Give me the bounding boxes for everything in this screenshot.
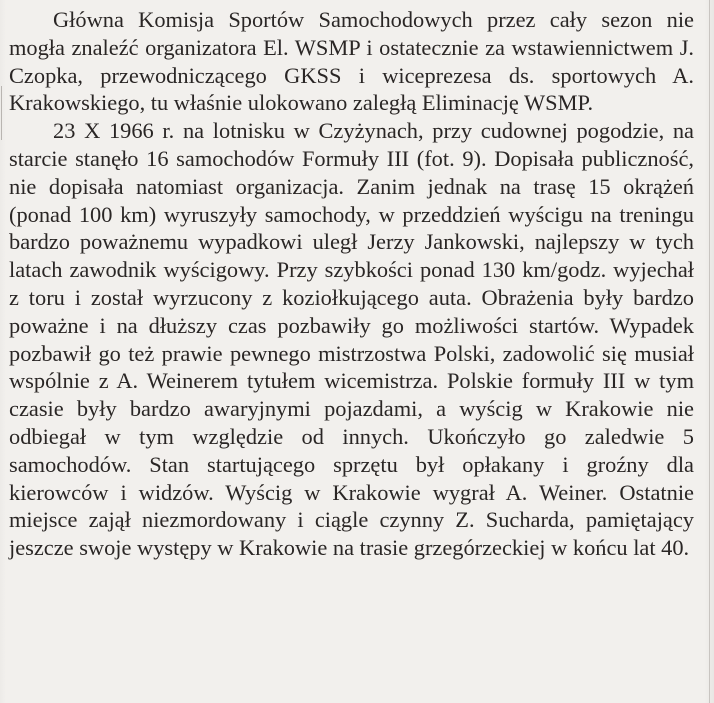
paragraph-race-report: 23 X 1966 r. na lotnisku w Czyżynach, przy cudownej pogodzie, na starcie stanęło 16 samochodów Formuły III (fot. 9). Dopisała publiczność, nie dopisała natomiast organizacja. Zanim jednak na trasę 15 okrążeń (ponad 100 km) wyruszyły samochody, w przeddzień wyścigu na treningu bardzo poważnemu wypadkowi uległ Jerzy Jankowski, najlepszy w tych latach zawodnik wyścigowy. Przy szybkości ponad 130 km/godz. wyjechał z toru i został wyrzucony z koziołkującego auta. Obrażenia były bardzo poważne i na dłuższy czas pozbawiły go możliwości startów. Wypadek pozbawił go też prawie pewnego mistrzostwa Polski, zadowolić się musiał wspólnie z A. Weinerem tytułem wicemistrza. Polskie formuły III w tym czasie były bardzo awaryjnymi pojazdami, a wyścig w Krakowie nie odbiegał w tym względzie od innych. Ukończyło go zaledwie 5 samochodów. Stan startującego sprzętu był opłakany i groźny dla kierowców i widzów. Wyścig w Krakowie wygrał A. Weiner. Ostatnie miejsce zajął niezmordowany i ciągle czynny Z. Sucharda, pamiętający jeszcze swoje występy w Krakowie na trasie grzegórzeckiej w końcu lat 40.	[9, 118, 694, 561]
text-column	[9, 6, 694, 562]
left-margin-rule	[1, 86, 2, 140]
right-margin-rule	[709, 0, 710, 703]
paragraph-intro: Główna Komisja Sportów Samochodowych przez cały sezon nie mogła znaleźć organizatora El. WSMP i ostatecznie za wstawiennictwem J. Czopka, przewodniczącego GKSS i wiceprezesa ds. sportowych A. Krakowskiego, tu właśnie ulokowano zaległą Eliminację WSMP.	[9, 7, 694, 116]
